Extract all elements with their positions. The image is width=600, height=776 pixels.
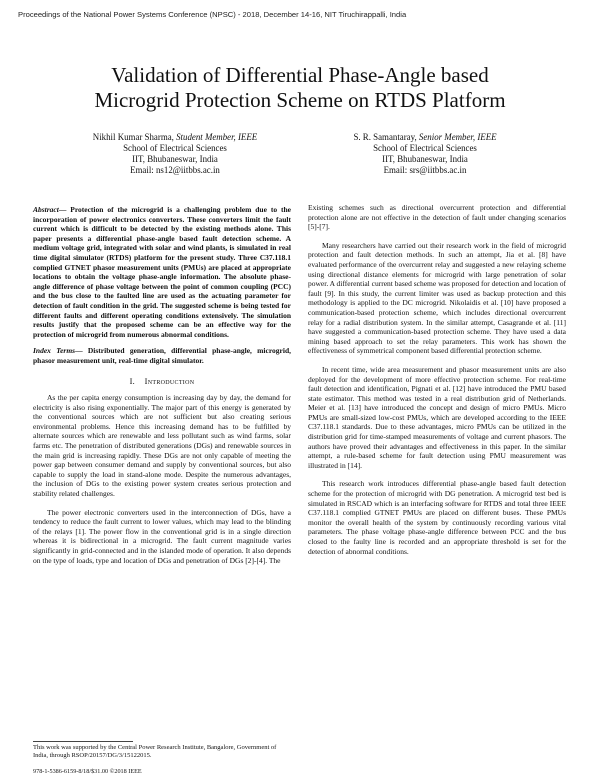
author-email[interactable]: Email: srs@iitbbs.ac.in: [383, 165, 467, 175]
author-institution: IIT, Bhubaneswar, India: [132, 154, 218, 164]
index-terms: [33, 346, 291, 365]
body-paragraph: This research work introduces differential phase-angle based fault detection scheme for the protection of microgrid with DG penetration. A microgrid test bed is simulated in RSCAD which is an interfacing software for RTDS and total three IEEE C37.118.1 complied GTNET PMUs are placed on different buses. These PMUs monitor the overall health of the system by continuously recording various vital parameters. The phase voltage phase-angle difference between PCC and the bus closed to the faulty line is recorded and an appropriate threshold is set for the detection of abnormal conditions.: [308, 479, 566, 556]
author-school: School of Electrical Sciences: [123, 143, 227, 153]
funding-footnote: This work was supported by the Central Power Research Institute, Bangalore, Government of India, through RSOP/20157/DG/3/15122015.: [33, 744, 277, 759]
author-role: Senior Member, IEEE: [418, 132, 497, 142]
running-header: Proceedings of the National Power Systems Conference (NPSC) - 2018, December 14-16, NIT Tiruchirappalli, India: [18, 10, 407, 19]
body-paragraph: The power electronic converters used in the interconnection of DGs, have a tendency to reduce the fault current to lower values, which may lead to the blinding of the relays [1]. The power flow in the conventional grid is in a single direction whereas it is bidirectional in a microgrid. The fault current magnitude varies significantly in grid-connected and in the islanded mode of operation. It also depends on the type of loads, type and location of DGs and penetration of DGs [2]-[4]. The: [33, 507, 291, 565]
abstract-label: Abstract: [33, 205, 59, 214]
author-name: Nikhil Kumar Sharma,: [92, 132, 177, 142]
author-school: School of Electrical Sciences: [373, 143, 477, 153]
abstract-text: — Protection of the microgrid is a challenging problem due to the incorporation of power electronics converters. These converters limit the fault current which is difficult to be detected by the existing methods alone. This paper presents a differential phase-angle based fault detection scheme. A medium voltage grid, integrated with solar and wind plants, is simulated in real time digital simulator (RTDS) platform for the present study. Three C37.118.1 complied GTNET phasor measurement units (PMUs) are placed at appropriate locations to obtain the voltage phase-angle information. The absolute phase-angle difference of phase voltage between the point of common coupling (PCC) and the bus close to the faulted line are used as the actuating parameter for detection of fault condition in the grid. The suggested scheme is being tested for different faults and different operating conditions extensively. The simulation results justify that the proposed scheme can be an effective way for the protection of microgrid from numerous abnormal conditions.: [33, 205, 291, 339]
index-terms-text: — Distributed generation, differential phase-angle, microgrid, phasor measurement unit, real-time digital simulator.: [33, 346, 291, 365]
body-paragraph: In recent time, wide area measurement and phasor measurement units are also deployed for the development of more effective protection scheme. For real-time fault detection and identification, Pignati et al. [12] have introduced the PMU based state estimator. This method was tested in a real distribution grid of Netherlands. Meier et al. [13] have introduced the concept and design of micro PMUs. Micro PMUs are small-sized low-cost PMUs, which are developed according to the IEEE C37.118.1 standards. Due to these advantages, micro PMUs can be utilized in the distribution grid for time-stamped measurements of voltage and current phasors. The authors have proved their advantages and effectiveness in this paper. In the similar attempt, a rule-based scheme for fault detection using PMU measurement was illustrated in [14].: [308, 364, 566, 470]
paper-title: [40, 63, 560, 113]
abstract: [33, 205, 291, 339]
author-institution: IIT, Bhubaneswar, India: [382, 154, 468, 164]
body-paragraph: Existing schemes such as directional overcurrent protection and differential protection alone are not effective in the detection of fault under changing scenarios [5]-[7].: [308, 203, 566, 232]
footnote-divider: [33, 741, 133, 742]
left-column: [33, 205, 291, 565]
body-paragraph: As the per capita energy consumption is increasing day by day, the demand for electricity is also rising exponentially. The major part of this energy is generated by the conventional sources which are not sufficient but also creating serious environmental problems. Hence this increasing demand has to be fulfilled by alternate sources which are renewable and less pollutant such as wind farms, solar farms etc. The penetration of distributed generations (DGs) and renewable sources in the main grid is increasing rapidly. These DGs are not only capable of meeting the power gap between consumer demand and supply by conventional sources, but also capable to supply the load in stand-alone mode. Despite the numerous advantages, the inclusion of DGs to the existing power system creates serious protection and stability related challenges.: [33, 393, 291, 499]
index-terms-label: Index Terms: [33, 346, 76, 356]
title-line-1: Validation of Differential Phase-Angle based: [111, 63, 489, 87]
title-line-2: Microgrid Protection Scheme on RTDS Platform: [94, 88, 506, 112]
body-paragraph: Many researchers have carried out their research work in the field of microgrid protection and fault detection methods. In such an attempt, Jia et al. [8] have evaluated performance of the overcurrent relay and suggested a new relaying scheme using directional distance elements for microgrid with large penetration of solar power. A differential current based scheme was proposed for detection and location of fault [9]. In this study, the current limiter was used as backup protection and this methodology is applied to the DC microgrid. Nikolaidis et al. [10] have proposed a communication-based protection scheme, which includes directional overcurrent relay for a radial distribution system. In the similar attempt, Casagrande et al. [11] have suggested a communication-based protection scheme. They have used a data mining based approach to set the relay parameters. This work has shown the effectiveness of symmetrical component based differential protection scheme.: [308, 240, 566, 356]
author-block-1: [50, 132, 300, 176]
section-title: Introduction: [144, 376, 195, 386]
author-block-2: [300, 132, 550, 176]
author-role: Student Member, IEEE: [176, 132, 258, 142]
right-column: [308, 203, 566, 556]
author-email[interactable]: Email: ns12@iitbbs.ac.in: [130, 165, 220, 175]
author-name: S. R. Samantaray,: [353, 132, 419, 142]
copyright-notice: 978-1-5386-6159-8/18/$31.00 ©2018 IEEE: [33, 768, 142, 775]
section-number: I.: [129, 376, 136, 386]
section-heading: [33, 377, 291, 387]
